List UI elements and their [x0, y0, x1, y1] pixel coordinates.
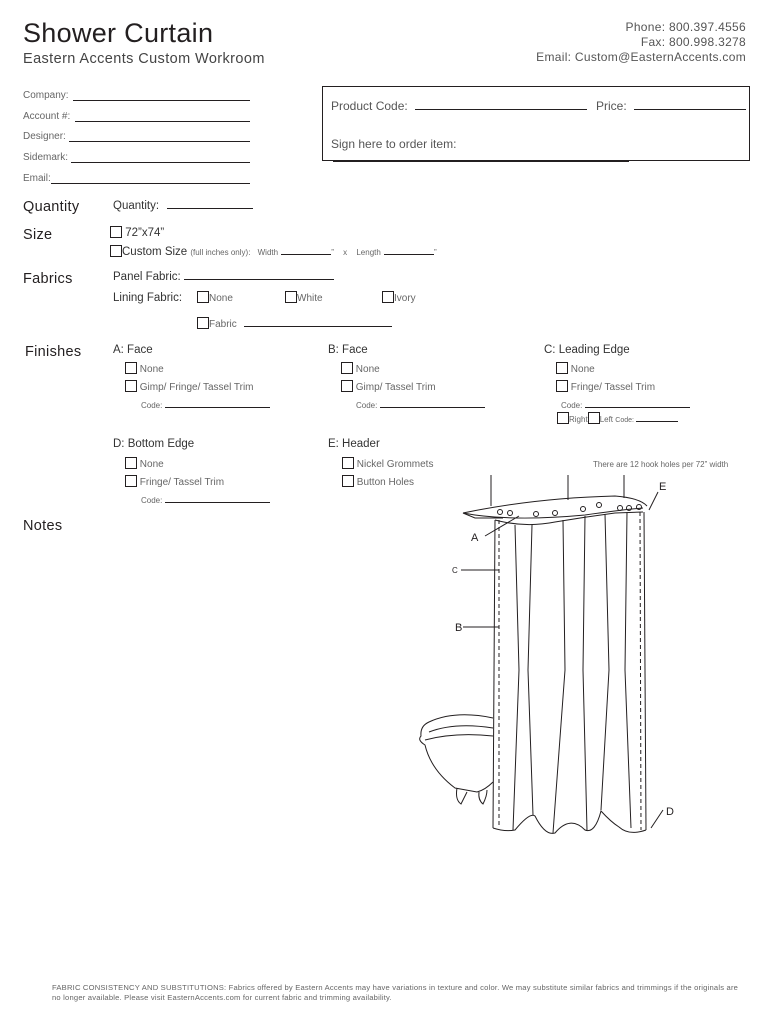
- finish-c-trim-option[interactable]: [556, 380, 655, 393]
- finish-e-buttonholes-option[interactable]: [342, 475, 414, 488]
- sidemark-label: Sidemark:: [23, 152, 69, 163]
- finish-c-none-label: None: [570, 364, 595, 375]
- finish-c-left-code-input[interactable]: [636, 421, 678, 422]
- phone-number: Phone: 800.397.4556: [625, 20, 746, 34]
- finish-d-none-label: None: [139, 459, 164, 470]
- size-custom-checkbox[interactable]: [110, 245, 122, 257]
- finish-b-trim-checkbox[interactable]: [341, 380, 353, 392]
- diagram-label-b: B: [455, 622, 463, 634]
- finish-b-trim-label: Gimp/ Tassel Trim: [355, 382, 436, 393]
- product-code-field[interactable]: [331, 99, 587, 113]
- finish-c-code-field[interactable]: [561, 401, 690, 410]
- lining-none-option[interactable]: [197, 291, 233, 304]
- sidemark-field[interactable]: [23, 152, 253, 163]
- finish-a-none-option[interactable]: [125, 362, 164, 375]
- width-label: Width: [257, 248, 279, 257]
- size-custom-note: (full inches only):: [190, 248, 251, 257]
- finish-c-trim-checkbox[interactable]: [556, 380, 568, 392]
- finish-d-trim-checkbox[interactable]: [125, 475, 137, 487]
- lining-fabric-label: Fabric: [209, 319, 237, 330]
- finish-d-code-field[interactable]: [141, 496, 270, 505]
- product-code-label: Product Code:: [331, 99, 408, 113]
- lining-none-checkbox[interactable]: [197, 291, 209, 303]
- finish-b-title: B: Face: [328, 344, 368, 356]
- finish-a-code-field[interactable]: [141, 401, 270, 410]
- width-input[interactable]: [281, 254, 331, 255]
- finish-c-none-option[interactable]: [556, 362, 595, 375]
- finish-e-grommets-option[interactable]: [342, 457, 433, 470]
- diagram-label-e: E: [659, 481, 667, 493]
- finish-c-side-options: [557, 412, 678, 424]
- lining-white-checkbox[interactable]: [285, 291, 297, 303]
- finish-d-trim-option[interactable]: [125, 475, 224, 488]
- size-heading: Size: [23, 227, 53, 243]
- size-standard-option[interactable]: [110, 226, 164, 239]
- finish-c-right-label: Right: [569, 415, 588, 424]
- finish-b-code-field[interactable]: [356, 401, 485, 410]
- order-box: [322, 86, 750, 161]
- finish-b-none-label: None: [355, 364, 380, 375]
- x-label: x: [343, 248, 348, 257]
- hook-holes-note: There are 12 hook holes per 72” width: [593, 460, 729, 469]
- finish-a-none-checkbox[interactable]: [125, 362, 137, 374]
- finish-e-buttonholes-label: Button Holes: [356, 477, 415, 488]
- designer-field[interactable]: [23, 131, 253, 142]
- fabric-consistency-footnote: FABRIC CONSISTENCY AND SUBSTITUTIONS: Fabrics offered by Eastern Accents may have variations in texture and color. We may substitute similar fabrics and trimmings if the originals are no longer available. Please visit EasternAccents.com for current fabric and trimming availability.: [52, 983, 739, 1002]
- size-standard-label: 72”x74”: [125, 227, 165, 239]
- diagram-label-a: A: [471, 532, 479, 544]
- panel-fabric-field[interactable]: [113, 271, 334, 283]
- diagram-label-d: D: [666, 806, 674, 818]
- lining-fabric-label: Lining Fabric:: [113, 292, 183, 304]
- notes-heading: Notes: [23, 518, 63, 534]
- quantity-label: Quantity:: [113, 200, 160, 212]
- signature-label: Sign here to order item:: [331, 137, 457, 151]
- finish-a-code-label: Code:: [141, 401, 163, 410]
- form-title: Shower Curtain: [23, 18, 214, 48]
- finish-b-none-option[interactable]: [341, 362, 380, 375]
- finish-d-none-checkbox[interactable]: [125, 457, 137, 469]
- quantity-field[interactable]: [113, 200, 253, 212]
- width-inch-mark: ”: [331, 248, 334, 257]
- diagram-label-c: C: [452, 566, 458, 575]
- finish-c-left-checkbox[interactable]: [588, 412, 600, 424]
- form-subtitle: Eastern Accents Custom Workroom: [23, 51, 265, 67]
- fabrics-heading: Fabrics: [23, 271, 73, 287]
- finish-d-none-option[interactable]: [125, 457, 164, 470]
- finish-e-buttonholes-checkbox[interactable]: [342, 475, 354, 487]
- account-label: Account #:: [23, 111, 71, 122]
- email-field[interactable]: [23, 173, 253, 184]
- finish-a-trim-checkbox[interactable]: [125, 380, 137, 392]
- finish-b-code-label: Code:: [356, 401, 378, 410]
- signature-field[interactable]: [331, 137, 749, 165]
- price-field[interactable]: [596, 99, 746, 113]
- finish-c-code-label: Code:: [561, 401, 583, 410]
- company-label: Company:: [23, 90, 69, 101]
- quantity-heading: Quantity: [23, 199, 80, 215]
- fax-number: Fax: 800.998.3278: [640, 35, 746, 49]
- finish-b-none-checkbox[interactable]: [341, 362, 353, 374]
- lining-none-label: None: [209, 293, 233, 304]
- account-field[interactable]: [23, 111, 253, 122]
- size-standard-checkbox[interactable]: [110, 226, 122, 238]
- finish-c-none-checkbox[interactable]: [556, 362, 568, 374]
- email-label: Email:: [23, 173, 51, 184]
- finish-c-left-label: Left: [599, 415, 614, 424]
- email-address: Email: Custom@EasternAccents.com: [536, 50, 746, 64]
- finish-e-grommets-label: Nickel Grommets: [356, 459, 434, 470]
- finish-a-none-label: None: [139, 364, 164, 375]
- finish-a-title: A: Face: [113, 344, 153, 356]
- lining-fabric-checkbox[interactable]: [197, 317, 209, 329]
- designer-label: Designer:: [23, 131, 66, 142]
- finish-e-title: E: Header: [328, 438, 380, 450]
- lining-ivory-checkbox[interactable]: [382, 291, 394, 303]
- lining-ivory-label: Ivory: [394, 293, 416, 304]
- finish-b-trim-option[interactable]: [341, 380, 436, 393]
- lining-fabric-option[interactable]: [197, 317, 392, 330]
- lining-white-label: White: [297, 293, 323, 304]
- finish-d-title: D: Bottom Edge: [113, 438, 195, 450]
- length-label: Length: [356, 248, 381, 257]
- size-custom-option[interactable]: [110, 245, 437, 258]
- company-field[interactable]: [23, 90, 253, 101]
- lining-white-option[interactable]: [285, 291, 323, 304]
- finish-d-trim-label: Fringe/ Tassel Trim: [139, 477, 225, 488]
- finish-c-trim-label: Fringe/ Tassel Trim: [570, 382, 656, 393]
- finish-c-right-checkbox[interactable]: [557, 412, 569, 424]
- size-custom-label: Custom Size: [122, 246, 188, 258]
- length-input[interactable]: [384, 254, 434, 255]
- finish-c-left-code-label: Code:: [615, 417, 634, 424]
- finish-a-trim-label: Gimp/ Fringe/ Tassel Trim: [139, 382, 254, 393]
- panel-fabric-label: Panel Fabric:: [113, 271, 181, 283]
- lining-ivory-option[interactable]: [382, 291, 416, 304]
- finish-c-title: C: Leading Edge: [544, 344, 630, 356]
- shower-curtain-diagram: [415, 470, 760, 850]
- finish-d-code-label: Code:: [141, 496, 163, 505]
- price-label: Price:: [596, 99, 627, 113]
- finish-e-grommets-checkbox[interactable]: [342, 457, 354, 469]
- finish-a-trim-option[interactable]: [125, 380, 254, 393]
- finishes-heading: Finishes: [25, 344, 82, 360]
- length-inch-mark: ”: [434, 248, 437, 257]
